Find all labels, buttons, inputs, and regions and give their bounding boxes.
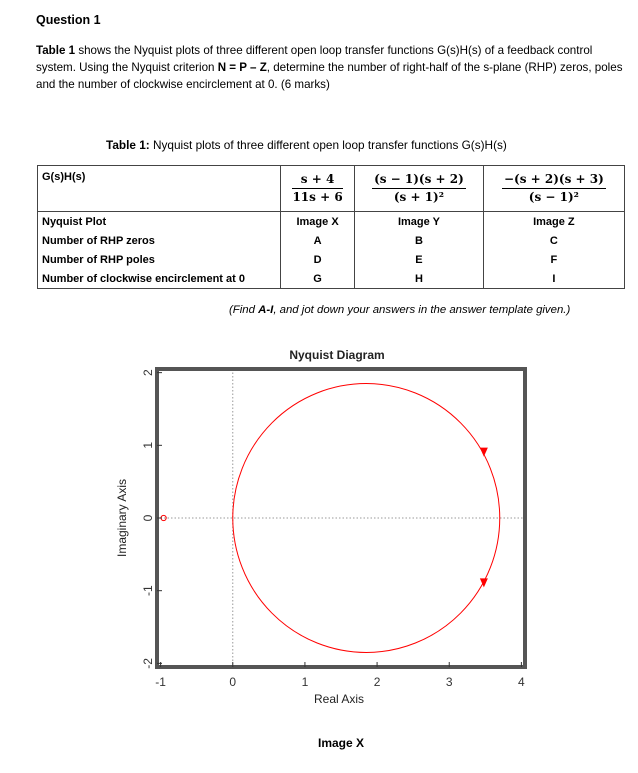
table-cell: Image Y	[355, 212, 484, 232]
y-tick-label: 0	[141, 514, 155, 522]
y-tick-label: -1	[141, 585, 155, 597]
function-numerator: −(s + 2)(s + 3)	[502, 171, 606, 189]
function-denominator: 11s + 6	[292, 190, 343, 204]
table-cell: Image Z	[533, 215, 575, 228]
x-tick-label: 0	[229, 675, 237, 689]
table-cell: I	[552, 272, 556, 285]
answer-note-pre: (Find	[229, 304, 259, 316]
row-label: Nyquist Plot	[38, 212, 281, 232]
table-cell: G	[281, 269, 355, 289]
table-cell: D	[281, 250, 355, 269]
question-text-part1: shows the Nyquist plots of three different open loop transfer functions G(s)H(s) of a feedback control system. Using the Nyquist criterion	[36, 44, 593, 74]
row-label: Number of clockwise encirclement at 0	[38, 269, 281, 289]
table-cell: C	[549, 234, 558, 247]
table-caption-text: Nyquist plots of three different open loop transfer functions G(s)H(s)	[149, 138, 507, 152]
y-axis-label: Imaginary Axis	[115, 478, 129, 558]
x-tick-label: 3	[445, 675, 453, 689]
x-tick-label: 1	[301, 675, 309, 689]
answer-note-post: , and jot down your answers in the answer template given.)	[273, 304, 571, 316]
question-heading: Question 1	[36, 13, 101, 27]
y-tick-label: 2	[141, 369, 155, 376]
answer-note-range: A-I	[258, 304, 274, 316]
table-cell: B	[355, 231, 484, 250]
function-numerator: (s − 1)(s + 2)	[372, 171, 466, 189]
table-cell: Image X	[281, 212, 355, 232]
function-denominator: (s + 1)²	[393, 190, 444, 204]
table-cell: H	[355, 269, 484, 289]
image-label: Image X	[318, 736, 365, 750]
y-tick-label: 1	[141, 441, 155, 449]
row-label: Number of RHP poles	[38, 250, 281, 269]
table-reference: Table 1	[36, 44, 76, 57]
nyquist-formula: N = P – Z	[217, 61, 267, 74]
function-denominator: (s − 1)²	[528, 190, 579, 204]
function-numerator: s + 4	[292, 171, 342, 189]
chart-title: Nyquist Diagram	[289, 348, 385, 362]
table-caption-label: Table 1:	[106, 138, 150, 152]
row-label: Number of RHP zeros	[38, 231, 281, 250]
table-cell: E	[355, 250, 484, 269]
table-cell: F	[550, 253, 558, 266]
x-tick-label: 2	[373, 675, 381, 689]
y-tick-label: -2	[141, 658, 155, 669]
chart-root	[115, 348, 525, 706]
question-text-part2: , determine the number of right-half of the s-plane (RHP) zeros, poles and the number of clockwise encirclement at 0. (6 marks)	[36, 61, 623, 91]
table-cell: A	[281, 231, 355, 250]
x-tick-label: 4	[518, 675, 525, 689]
x-tick-label: -1	[155, 675, 166, 689]
header-label: G(s)H(s)	[38, 166, 281, 212]
x-axis-label: Real Axis	[313, 692, 365, 706]
